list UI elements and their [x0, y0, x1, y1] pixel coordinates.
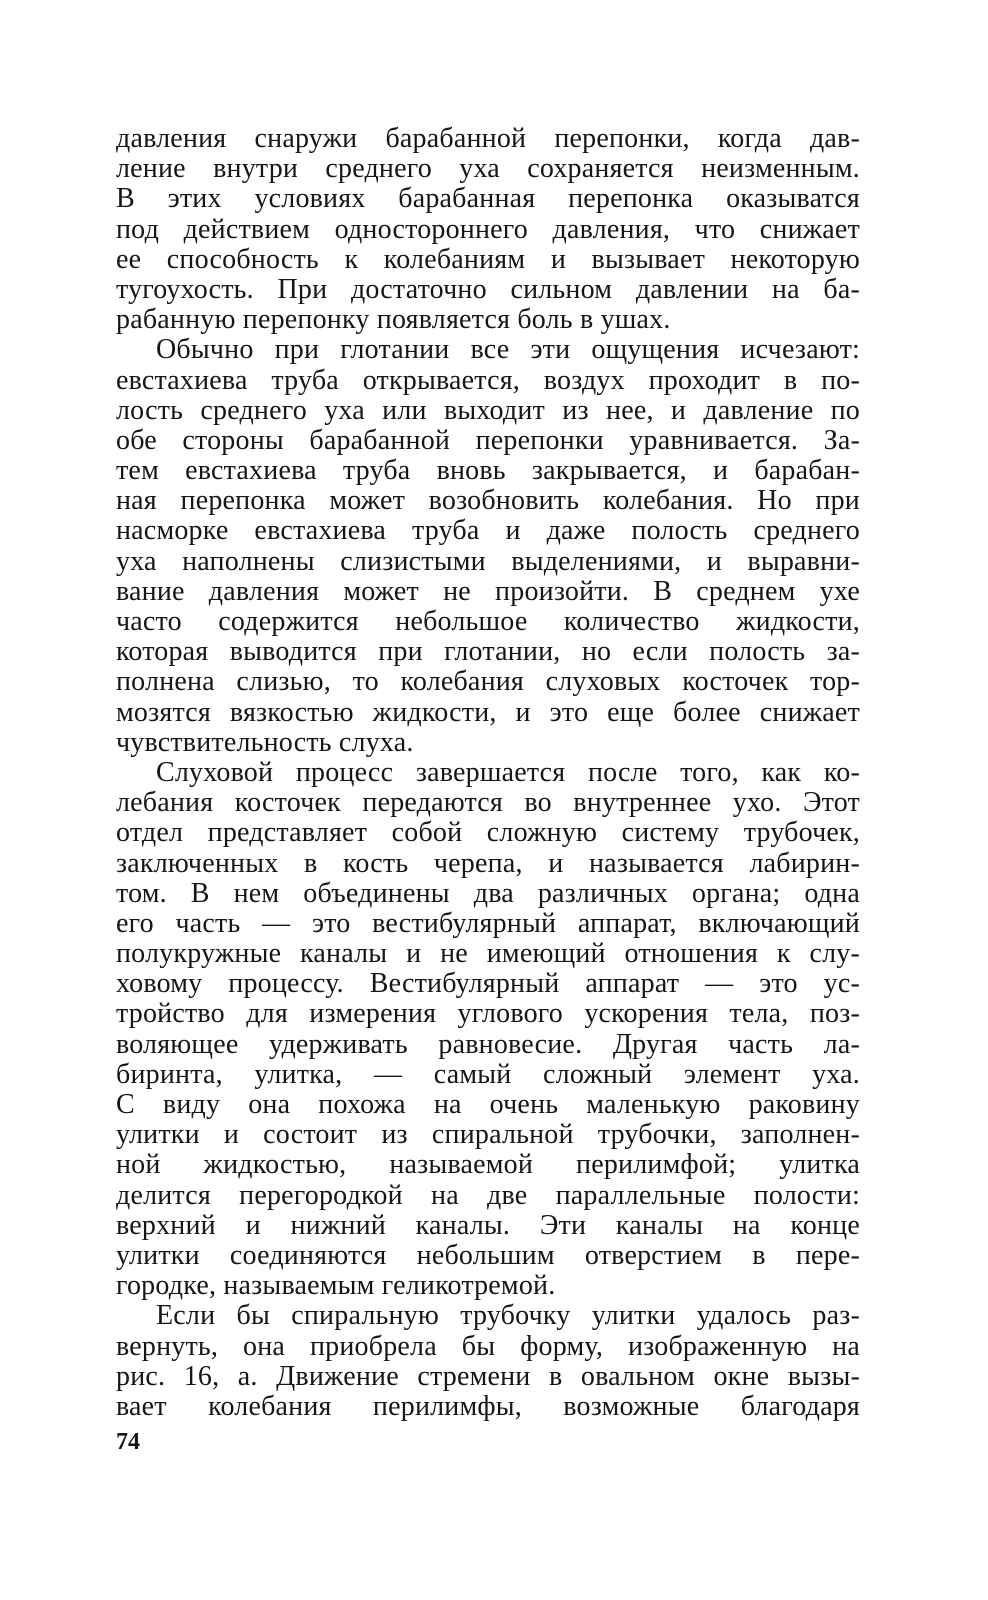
text-line: ее способность к колебаниям и вызывает некоторую — [116, 244, 860, 275]
paragraph-4 — [116, 1301, 860, 1422]
text-line: рабанную перепонку появляется боль в ушах. — [116, 305, 671, 336]
paragraph-1 — [116, 124, 860, 335]
body-text — [116, 124, 860, 1422]
text-line: чувствительность слуха. — [116, 727, 414, 758]
text-line: уха наполнены слизистыми выделениями, и выравни- — [116, 546, 860, 577]
text-line: под действием одностороннего давления, что снижает — [116, 214, 860, 245]
text-line: вернуть, она приобрела бы форму, изображенную на — [116, 1331, 860, 1362]
text-line: лость среднего уха или выходит из нее, и давление по — [116, 395, 860, 426]
text-line: Если бы спиральную трубочку улитки удалось раз- — [156, 1301, 860, 1332]
text-line: тугоухость. При достаточно сильном давлении на ба- — [116, 274, 860, 305]
text-line: которая выводится при глотании, но если полость за- — [116, 637, 860, 668]
text-line: улитки соединяются небольшим отверстием в пере- — [116, 1240, 860, 1271]
text-line: его часть — это вестибулярный аппарат, включающий — [116, 908, 860, 939]
text-line: улитки и состоит из спиральной трубочки, заполнен- — [116, 1120, 860, 1151]
text-line: мозятся вязкостью жидкости, и это еще более снижает — [116, 697, 860, 728]
text-line: вает колебания перилимфы, возможные благодаря — [116, 1391, 860, 1422]
text-line: ная перепонка может возобновить колебания. Но при — [116, 486, 860, 517]
text-line: Слуховой процесс завершается после того, как ко- — [156, 757, 860, 788]
text-line: ховому процессу. Вестибулярный аппарат — это ус- — [116, 969, 860, 1000]
text-line: городке, называемым геликотремой. — [116, 1271, 556, 1302]
text-line: Обычно при глотании все эти ощущения исчезают: — [156, 335, 860, 366]
text-line: вание давления может не произойти. В среднем ухе — [116, 576, 860, 607]
text-line: ной жидкостью, называемой перилимфой; улитка — [116, 1150, 860, 1181]
text-line: С виду она похожа на очень маленькую раковину — [116, 1090, 860, 1120]
text-line: биринта, улитка, — самый сложный элемент уха. — [116, 1059, 860, 1090]
text-line: воляющее удерживать равновесие. Другая часть ла- — [116, 1029, 860, 1060]
text-line: верхний и нижний каналы. Эти каналы на конце — [116, 1210, 860, 1241]
text-line: насморке евстахиева труба и даже полость среднего — [116, 516, 860, 547]
text-line: лебания косточек передаются во внутреннее ухо. Этот — [116, 788, 860, 819]
text-line: В этих условиях барабанная перепонка оказыватся — [116, 184, 860, 215]
text-line: давления снаружи барабанной перепонки, когда дав- — [116, 124, 860, 154]
text-line: тройство для измерения углового ускорения тела, поз- — [116, 999, 860, 1030]
text-line: отдел представляет собой сложную систему трубочек, — [116, 818, 860, 849]
text-line: тем евстахиева труба вновь закрывается, и барабан- — [116, 456, 860, 487]
text-line: обе стороны барабанной перепонки уравнивается. За- — [116, 425, 860, 456]
text-line: часто содержится небольшое количество жидкости, — [116, 607, 860, 637]
text-line: заключенных в кость черепа, и называется лабирин- — [116, 848, 860, 879]
text-line: ление внутри среднего уха сохраняется неизменным. — [116, 154, 860, 185]
paragraph-3 — [116, 758, 860, 1301]
text-line: том. В нем объединены два различных органа; одна — [116, 878, 860, 909]
page-number: 74 — [116, 1429, 140, 1455]
text-line: делится перегородкой на две параллельные полости: — [116, 1180, 860, 1211]
paragraph-2 — [116, 335, 860, 758]
text-line: полнена слизью, то колебания слуховых косточек тор- — [116, 667, 860, 698]
text-line: евстахиева труба открывается, воздух проходит в по- — [116, 365, 860, 396]
text-line: рис. 16, а. Движение стремени в овальном окне вызы- — [116, 1361, 860, 1392]
text-line: полукружные каналы и не имеющий отношения к слу- — [116, 939, 860, 970]
